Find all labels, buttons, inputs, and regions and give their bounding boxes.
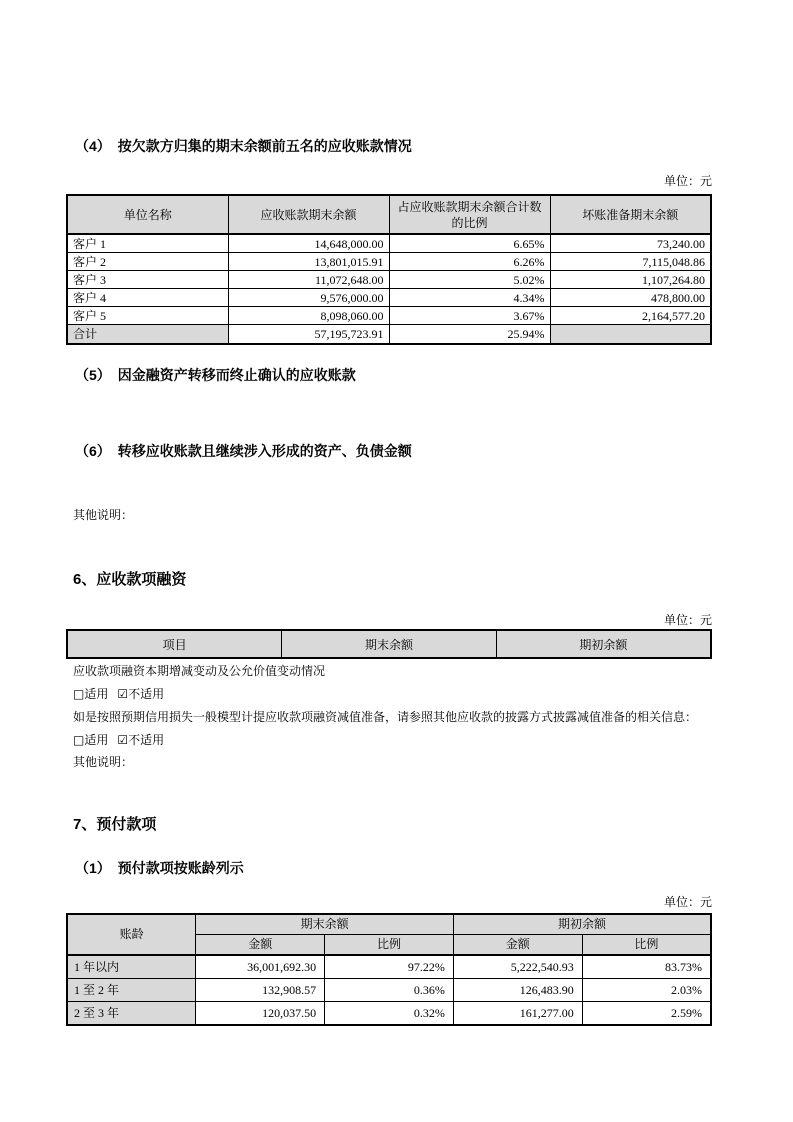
column-header-unit-name: 单位名称	[67, 195, 228, 234]
column-header-aging: 账龄	[67, 914, 196, 955]
table-row	[67, 307, 711, 325]
group-header-beginning-balance: 期初余额	[453, 914, 711, 935]
aging-cell: 1 至 2 年	[67, 979, 196, 1002]
table-row	[67, 253, 711, 271]
ratio-cell: 3.67%	[389, 307, 550, 325]
applicable-label: 适用	[84, 687, 109, 701]
table-header-row	[67, 630, 711, 658]
group-header-ending-balance: 期末余额	[196, 914, 454, 935]
applicability-row	[73, 686, 712, 703]
column-header-ratio: 占应收账款期末余额合计数的比例	[389, 195, 550, 234]
not-applicable-label: 不适用	[128, 687, 165, 701]
bad-debt-provision-cell: 2,164,577.20	[550, 307, 711, 325]
checkbox-checked-icon: ☑	[117, 733, 129, 747]
section-heading-6: （6） 转移应收账款且继续涉入形成的资产、负债金额	[75, 443, 412, 459]
table-header-row	[67, 195, 711, 234]
sub-header-ratio: 比例	[582, 935, 711, 956]
table-row	[67, 271, 711, 289]
bad-debt-provision-cell: 1,107,264.80	[550, 271, 711, 289]
table-row	[67, 234, 711, 253]
beginning-ratio-cell: 2.03%	[582, 979, 711, 1002]
sub-header-amount: 金额	[196, 935, 325, 956]
prepayments-aging-table	[66, 913, 712, 1026]
sub-header-amount: 金额	[453, 935, 582, 956]
bad-debt-provision-cell: 7,115,048.86	[550, 253, 711, 271]
ratio-cell: 6.65%	[389, 234, 550, 253]
ratio-cell: 4.34%	[389, 289, 550, 307]
ending-balance-cell: 8,098,060.00	[228, 307, 389, 325]
prepayments-aging-heading: （1） 预付款项按账龄列示	[75, 860, 244, 876]
ending-balance-cell: 13,801,015.91	[228, 253, 389, 271]
column-header-bad-debt: 坏账准备期末余额	[550, 195, 711, 234]
applicable-label: 适用	[84, 733, 109, 747]
not-applicable-label: 不适用	[128, 733, 165, 747]
ending-amount-cell: 132,908.57	[196, 979, 325, 1002]
ending-amount-cell: 36,001,692.30	[196, 955, 325, 979]
total-label-cell: 合计	[67, 325, 228, 345]
ending-balance-cell: 14,648,000.00	[228, 234, 389, 253]
impairment-note-text: 如是按照预期信用损失一般模型计提应收款项融资减值准备，请参照其他应收款的披露方式披露减值准备的相关信息：	[73, 710, 698, 724]
bad-debt-provision-cell: 73,240.00	[550, 234, 711, 253]
beginning-amount-cell: 161,277.00	[453, 1002, 582, 1026]
ratio-cell: 5.02%	[389, 271, 550, 289]
ratio-cell: 6.26%	[389, 253, 550, 271]
other-notes-label: 其他说明：	[73, 755, 134, 769]
customer-name-cell: 客户 5	[67, 307, 228, 325]
applicability-row	[73, 732, 712, 749]
ending-balance-cell: 9,576,000.00	[228, 289, 389, 307]
ending-ratio-cell: 0.36%	[325, 979, 454, 1002]
table-header-group-row	[67, 914, 711, 935]
financing-table	[66, 629, 712, 659]
table-row	[67, 955, 711, 979]
financing-section-heading: 6、应收款项融资	[73, 571, 187, 588]
checkbox-unchecked-icon: □	[73, 733, 85, 747]
total-row	[67, 325, 711, 345]
section-heading-5: （5） 因金融资产转移而终止确认的应收账款	[75, 367, 356, 383]
financing-change-text: 应收款项融资本期增减变动及公允价值变动情况	[73, 664, 326, 678]
customer-name-cell: 客户 1	[67, 234, 228, 253]
prepayments-section-heading: 7、预付款项	[73, 816, 157, 833]
receivables-top5-table	[66, 194, 712, 345]
total-bad-debt-empty-cell	[550, 325, 711, 345]
ending-ratio-cell: 0.32%	[325, 1002, 454, 1026]
checkbox-checked-icon: ☑	[117, 687, 129, 701]
customer-name-cell: 客户 3	[67, 271, 228, 289]
other-notes-label: 其他说明：	[73, 508, 134, 522]
section-heading-4: （4） 按欠款方归集的期末余额前五名的应收账款情况	[75, 138, 412, 154]
unit-label: 单位：元	[663, 895, 712, 909]
beginning-ratio-cell: 83.73%	[582, 955, 711, 979]
column-header-ending-balance: 期末余额	[282, 630, 497, 658]
ending-balance-cell: 11,072,648.00	[228, 271, 389, 289]
customer-name-cell: 客户 2	[67, 253, 228, 271]
bad-debt-provision-cell: 478,800.00	[550, 289, 711, 307]
column-header-ending-balance: 应收账款期末余额	[228, 195, 389, 234]
unit-label: 单位：元	[663, 613, 712, 627]
sub-header-ratio: 比例	[325, 935, 454, 956]
beginning-ratio-cell: 2.59%	[582, 1002, 711, 1026]
total-ratio-cell: 25.94%	[389, 325, 550, 345]
beginning-amount-cell: 5,222,540.93	[453, 955, 582, 979]
column-header-item: 项目	[67, 630, 282, 658]
unit-label: 单位：元	[663, 174, 712, 188]
total-balance-cell: 57,195,723.91	[228, 325, 389, 345]
customer-name-cell: 客户 4	[67, 289, 228, 307]
checkbox-unchecked-icon: □	[73, 687, 85, 701]
table-row	[67, 289, 711, 307]
aging-cell: 2 至 3 年	[67, 1002, 196, 1026]
table-row	[67, 1002, 711, 1026]
aging-cell: 1 年以内	[67, 955, 196, 979]
beginning-amount-cell: 126,483.90	[453, 979, 582, 1002]
ending-amount-cell: 120,037.50	[196, 1002, 325, 1026]
table-row	[67, 979, 711, 1002]
ending-ratio-cell: 97.22%	[325, 955, 454, 979]
column-header-beginning-balance: 期初余额	[496, 630, 711, 658]
